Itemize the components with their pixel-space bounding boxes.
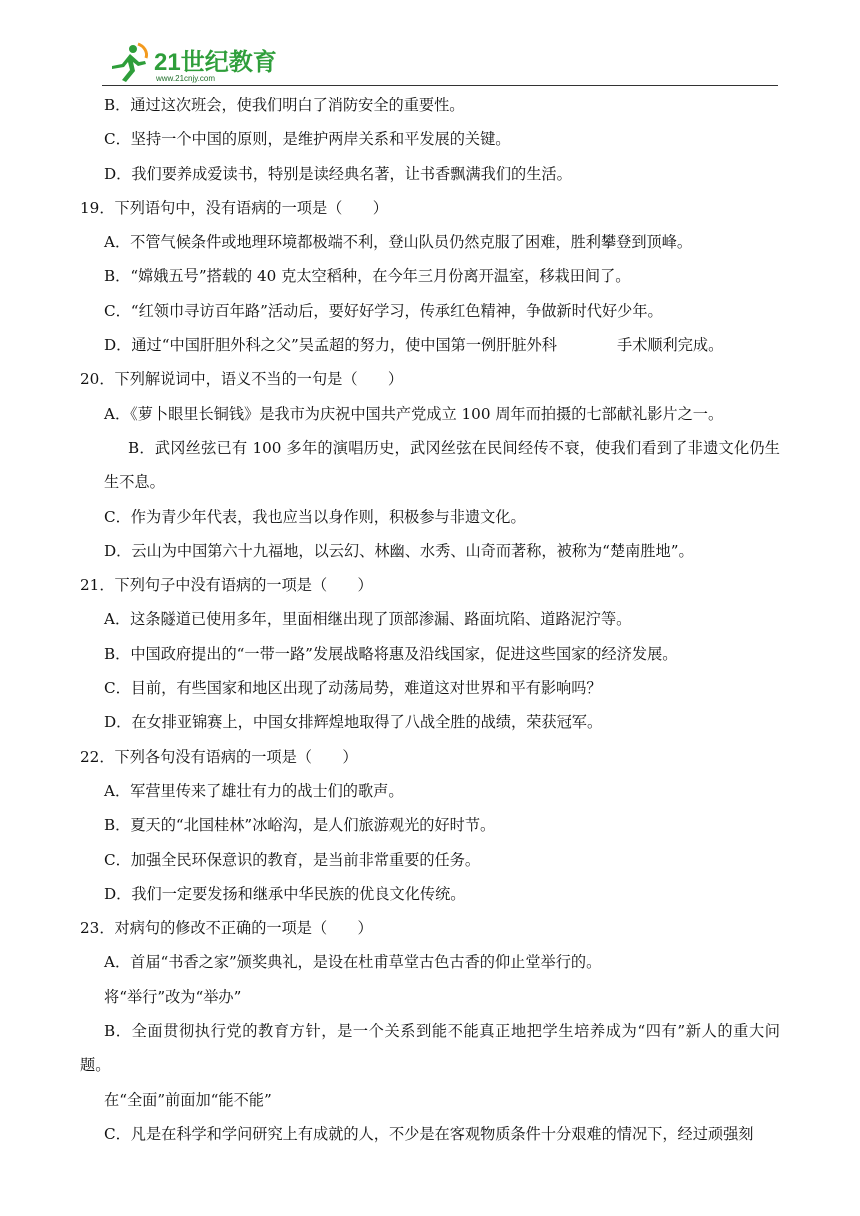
option-23a: A．首届“书香之家”颁奖典礼，是设在杜甫草堂古色古香的仰止堂举行的。	[104, 953, 602, 972]
question-19: 19．下列语句中，没有语病的一项是（ ）	[80, 198, 388, 217]
runner-icon	[112, 44, 147, 82]
option-23c: C．凡是在科学和学问研究上有成就的人，不少是在客观物质条件十分艰难的情况下，经过顽强刻	[104, 1124, 754, 1143]
option-21d: D．在女排亚锦赛上，中国女排辉煌地取得了八战全胜的战绩，荣获冠军。	[104, 713, 603, 732]
option-22b: B．夏天的“北国桂林”冰峪沟，是人们旅游观光的好时节。	[104, 816, 496, 835]
option-23b-fix: 在“全面”前面加“能不能”	[104, 1090, 272, 1109]
option-line: C．坚持一个中国的原则，是维护两岸关系和平发展的关键。	[104, 130, 511, 149]
option-19c: C．“红领巾寻访百年路”活动后，要好好学习，传承红色精神，争做新时代好少年。	[104, 301, 663, 320]
question-23: 23．对病句的修改不正确的一项是（ ）	[80, 919, 373, 938]
option-19b: B．“嫦娥五号”搭载的 40 克太空稻种，在今年三月份离开温室，移栽田间了。	[104, 267, 631, 286]
option-21b: B．中国政府提出的“一带一路”发展战略将惠及沿线国家，促进这些国家的经济发展。	[104, 644, 678, 663]
option-20c: C．作为青少年代表，我也应当以身作则，积极参与非遗文化。	[104, 507, 526, 526]
option-line: B．通过这次班会，使我们明白了消防安全的重要性。	[104, 96, 465, 114]
svg-text:21世纪教育: 21世纪教育	[154, 49, 277, 76]
option-19a: A．不管气候条件或地理环境都极端不利，登山队员仍然克服了困难，胜利攀登到顶峰。	[104, 233, 693, 252]
option-20a: A．《萝卜眼里长铜钱》是我市为庆祝中国共产党成立 100 周年而拍摄的七部献礼影片之一。	[104, 404, 724, 423]
option-line: D．我们要养成爱读书，特别是读经典名著，让书香飘满我们的生活。	[104, 164, 572, 183]
question-22: 22．下列各句没有语病的一项是（ ）	[80, 747, 358, 766]
option-21a: A．这条隧道已使用多年，里面相继出现了顶部渗漏、路面坑陷、道路泥泞等。	[104, 610, 632, 629]
option-21c: C．目前，有些国家和地区出现了动荡局势，难道这对世界和平有影响吗？	[104, 679, 602, 698]
page-header	[0, 0, 860, 88]
option-19d-part1: D．通过“中国肝胆外科之父”吴孟超的努力，使中国第一例肝脏外科	[104, 336, 557, 355]
option-23b-text: B．全面贯彻执行党的教育方针，是一个关系到能不能真正地把学生培养成为“四有”新人的重大问题。	[80, 1022, 780, 1075]
question-20: 20．下列解说词中，语义不当的一句是（ ）	[80, 370, 404, 389]
option-19d-part2: 手术顺利完成。	[616, 336, 724, 355]
header-divider	[102, 85, 778, 86]
logo-21cnjy	[102, 40, 282, 84]
option-20b-text: B．武冈丝弦已有 100 多年的演唱历史，武冈丝弦在民间经传不衰，使我们看到了非遗文化仍生生不息。	[104, 438, 780, 492]
svg-text:www.21cnjy.com: www.21cnjy.com	[156, 74, 215, 83]
option-22c: C．加强全民环保意识的教育，是当前非常重要的任务。	[104, 850, 481, 869]
option-23b	[80, 1014, 780, 1083]
option-20b	[80, 431, 780, 500]
option-23a-fix: 将“举行”改为“举办”	[104, 987, 242, 1006]
page-body	[80, 88, 780, 1151]
option-22d: D．我们一定要发扬和继承中华民族的优良文化传统。	[104, 884, 466, 903]
question-21: 21．下列句子中没有语病的一项是（ ）	[80, 576, 373, 595]
option-22a: A．军营里传来了雄壮有力的战士们的歌声。	[104, 781, 404, 800]
option-19d	[80, 328, 780, 362]
option-20d: D．云山为中国第六十九福地，以云幻、林幽、水秀、山奇而著称，被称为“楚南胜地”。	[104, 541, 694, 560]
